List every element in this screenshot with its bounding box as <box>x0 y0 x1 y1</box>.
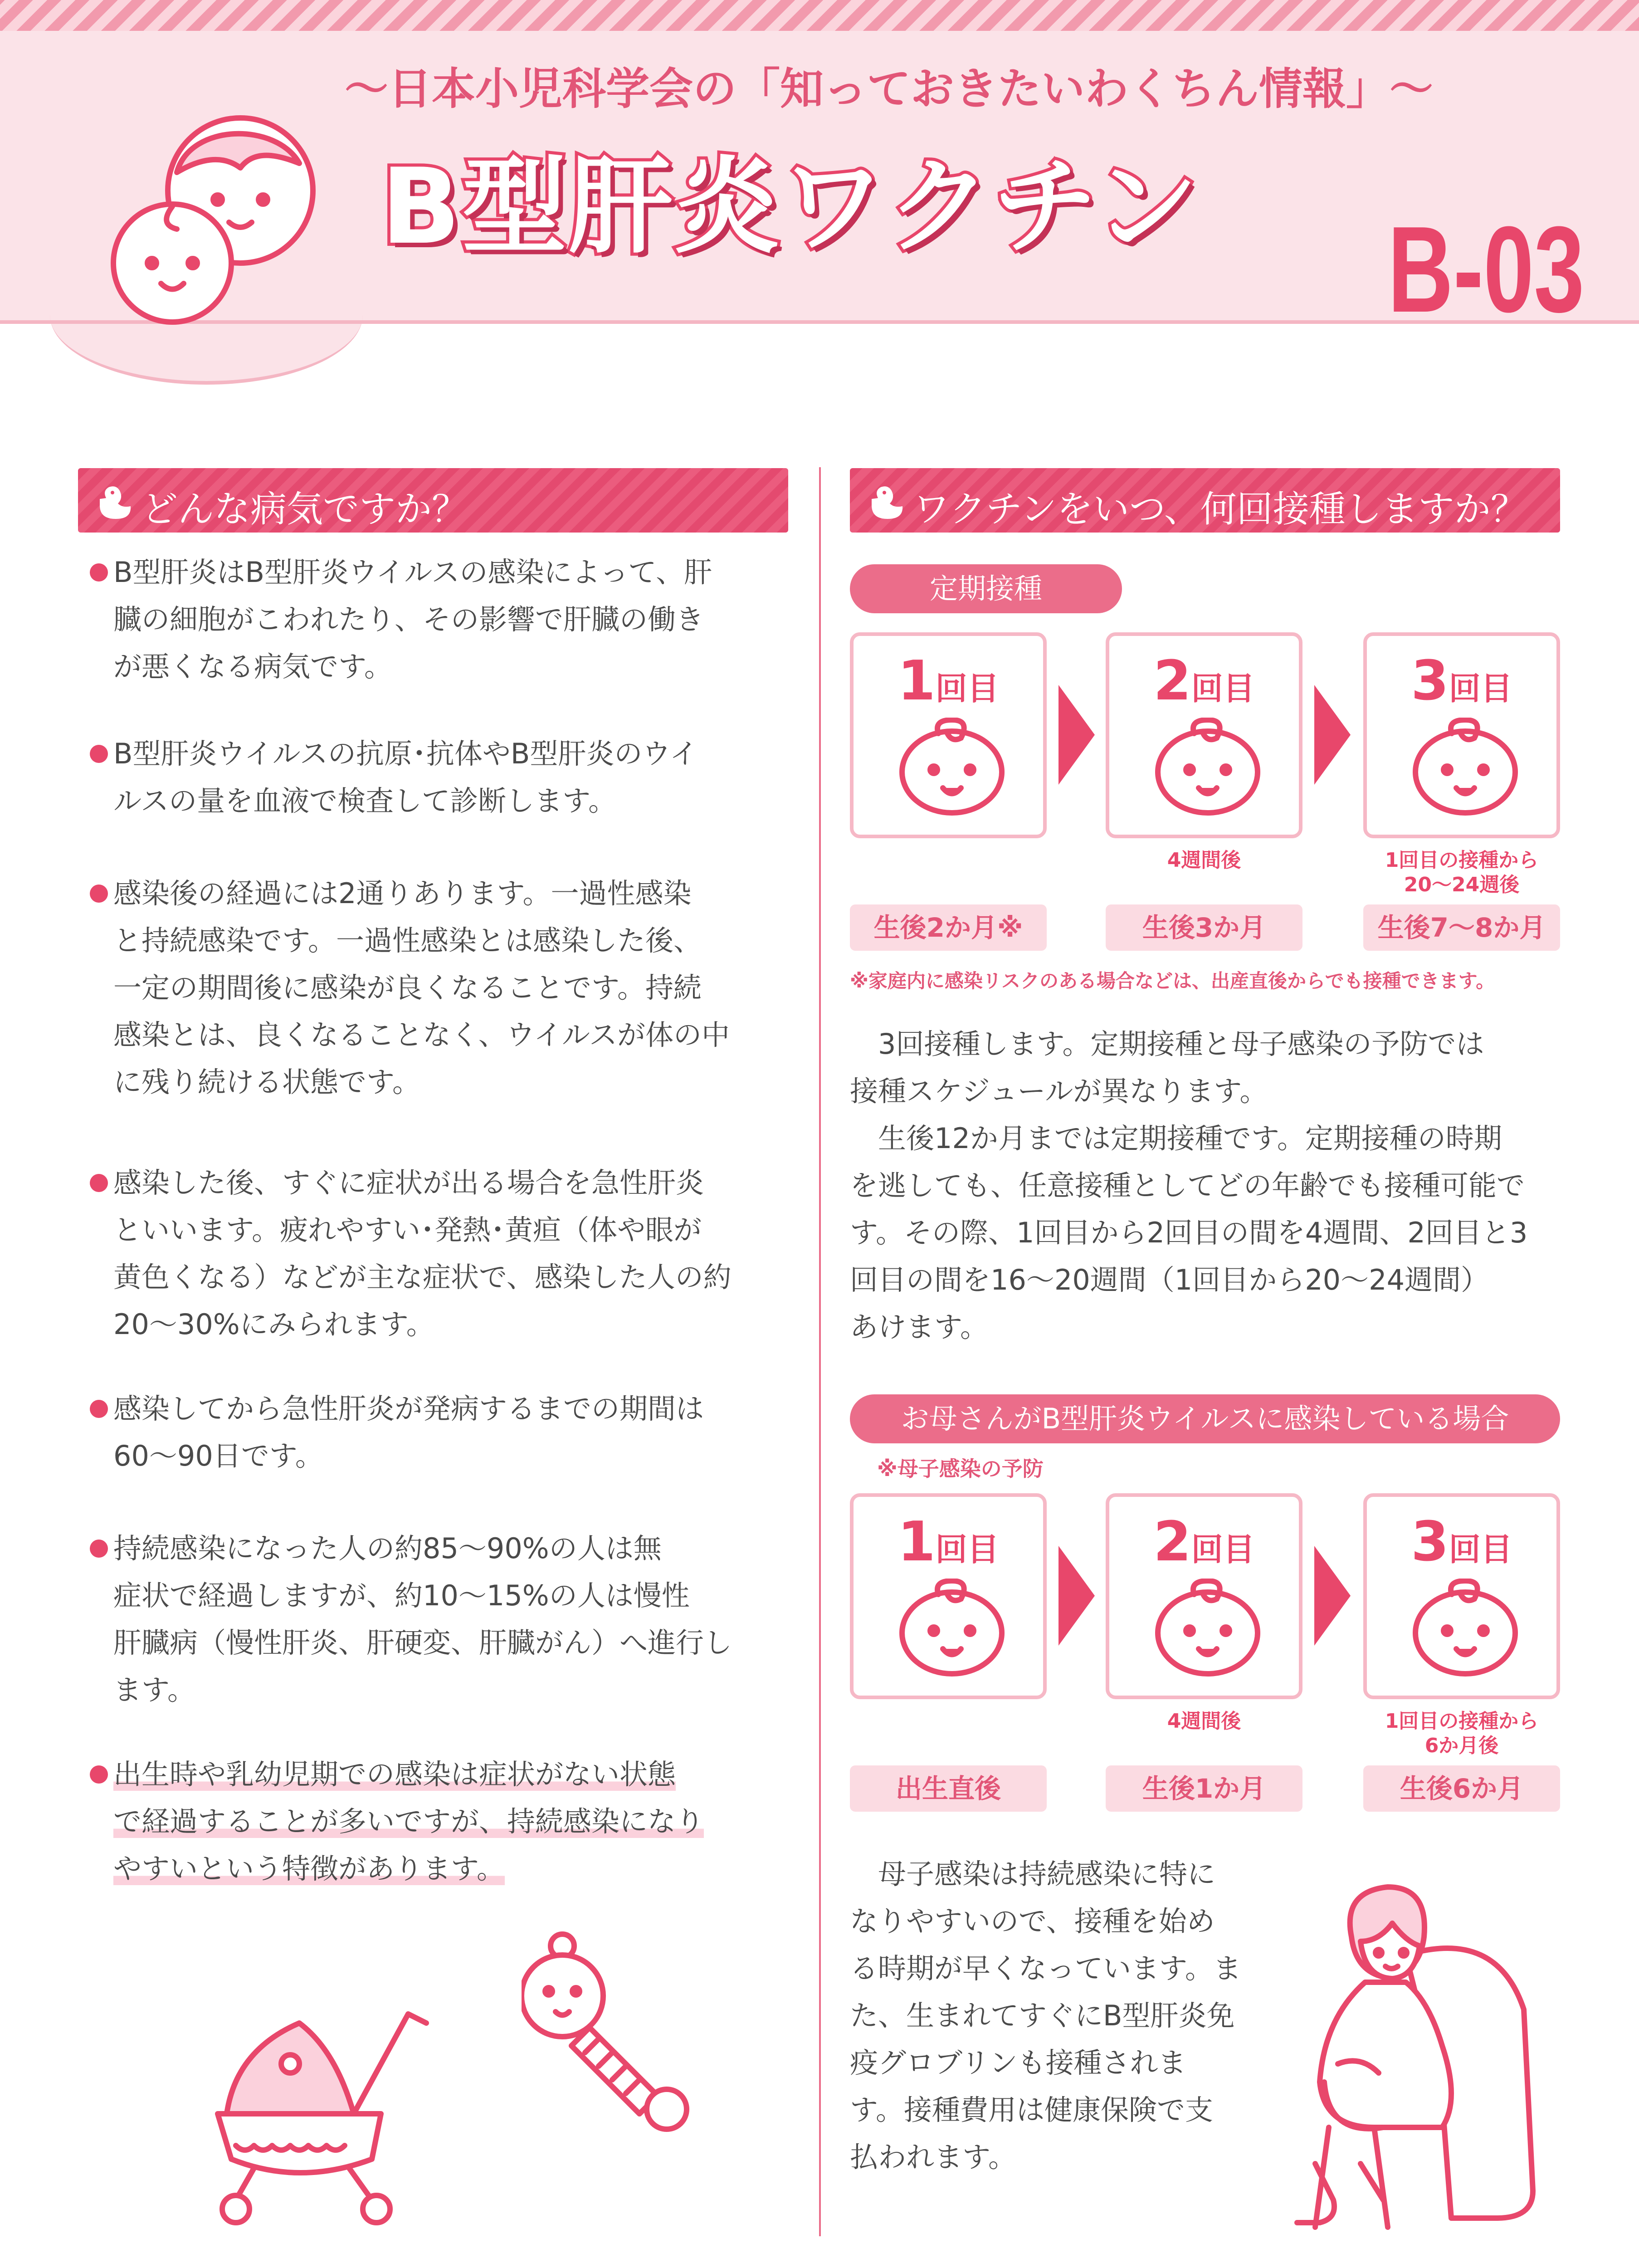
paragraph-line: 払われます。 <box>850 2141 1017 2174</box>
dose-box <box>850 1493 1047 1699</box>
dose-unit: 回目 <box>1449 1531 1512 1568</box>
arrow-icon <box>1059 685 1095 785</box>
bullet-item <box>113 549 794 690</box>
bullet-dot <box>90 745 108 763</box>
paragraph-line: 疫グロブリンも接種されま <box>850 2046 1186 2079</box>
bullet-item <box>113 1525 794 1714</box>
bullet-line: 感染した後、すぐに症状が出る場合を急性肝炎 <box>113 1166 704 1199</box>
bullet-line: ます。 <box>113 1673 196 1706</box>
dose-age: 生後7〜8か月 <box>1363 904 1560 951</box>
dose-interval: 4週間後 <box>1167 1710 1241 1733</box>
dose-age: 生後2か月※ <box>850 904 1047 951</box>
dose-box <box>1106 632 1302 838</box>
dose-unit: 回目 <box>935 670 999 707</box>
baby-face-icon <box>898 1579 1006 1678</box>
mother-infected-label: お母さんがB型肝炎ウイルスに感染している場合 <box>850 1394 1560 1443</box>
bullet-dot <box>90 1540 108 1558</box>
bullet-line: が悪くなる病気です。 <box>113 650 393 683</box>
dose-box <box>850 632 1047 838</box>
dose-age: 生後1か月 <box>1106 1765 1302 1812</box>
bullet-item <box>113 730 794 825</box>
bullet-line: 一定の期間後に感染が良くなることです。持続 <box>113 971 702 1004</box>
arrow-icon <box>1059 1546 1095 1646</box>
bullet-line: 症状で経過しますが、約10〜15%の人は慢性 <box>113 1579 690 1612</box>
paragraph-line: る時期が早くなっています。ま <box>850 1952 1242 1985</box>
paragraph-line: た、生まれてすぐにB型肝炎免 <box>850 1999 1235 2032</box>
paragraph-line: 母子感染は持続感染に特に <box>850 1857 1216 1891</box>
mother-paragraph <box>850 1851 1285 2181</box>
column-divider <box>819 467 821 2236</box>
bullet-line: 20〜30%にみられます。 <box>113 1308 434 1341</box>
bullet-line: B型肝炎ウイルスの抗原･抗体やB型肝炎のウイ <box>113 737 698 770</box>
paragraph-line: す。接種費用は健康保険で支 <box>850 2093 1214 2126</box>
bullet-line: 肝臓病（慢性肝炎、肝硬変、肝臓がん）へ進行し <box>113 1626 732 1659</box>
paragraph-line: を逃しても、任意接種としてどの年齢でも接種可能で <box>850 1169 1525 1202</box>
dose-interval: 4週間後 <box>1167 849 1241 872</box>
bullet-line: で経過することが多いですが、持続感染になり <box>113 1805 704 1838</box>
bullet-item <box>113 1385 794 1480</box>
section-heading-text: どんな病気ですか？ <box>141 488 468 530</box>
dose-interval: 1回目の接種から 20〜24週後 <box>1385 849 1539 896</box>
page-title: B型肝炎ワクチン <box>381 147 1200 268</box>
pregnant-mother-illustration <box>1270 1873 1560 2245</box>
bullet-line: 黄色くなる）などが主な症状で、感染した人の約 <box>113 1261 732 1294</box>
dose-age: 生後6か月 <box>1363 1765 1560 1812</box>
section-heading-schedule <box>850 468 1560 533</box>
paragraph-line: なりやすいので、接種を始め <box>850 1905 1215 1938</box>
stroller-illustration <box>200 1996 463 2232</box>
header-subtitle: 〜日本小児科学会の「知っておきたいわくちん情報」〜 <box>345 64 1433 114</box>
bullet-item <box>113 870 794 1106</box>
duck-icon <box>863 478 908 523</box>
bullet-item-highlighted <box>113 1751 794 1892</box>
bullet-dot <box>90 1765 108 1784</box>
dose-interval: 1回目の接種から 6か月後 <box>1385 1710 1539 1757</box>
dose-unit: 回目 <box>935 1531 999 1568</box>
bullet-line: 感染後の経過には2通りあります。一過性感染 <box>113 877 692 910</box>
bullet-line: に残り続ける状態です。 <box>113 1066 421 1099</box>
baby-face-icon <box>1153 1579 1262 1678</box>
footnote: ※家庭内に感染リスクのある場合などは、出産直後からでも接種できます。 <box>850 970 1495 992</box>
dose-number: 1 <box>898 650 936 713</box>
paragraph-line: 接種スケジュールが異なります。 <box>850 1075 1268 1108</box>
bullet-line: 感染してから急性肝炎が発病するまでの期間は <box>113 1392 704 1425</box>
dose-age: 出生直後 <box>850 1765 1047 1812</box>
dose-unit: 回目 <box>1449 670 1512 707</box>
bullet-line: 感染とは、良くなることなく、ウイルスが体の中 <box>113 1018 730 1051</box>
regular-schedule-label: 定期接種 <box>850 564 1122 613</box>
rattle-illustration <box>522 1928 703 2136</box>
bullet-line: と持続感染です。一過性感染とは感染した後、 <box>113 924 702 957</box>
dose-age: 生後3か月 <box>1106 904 1302 951</box>
bullet-dot <box>90 1400 108 1418</box>
schedule-paragraph <box>850 1021 1557 1351</box>
duck-icon <box>91 478 136 523</box>
bullet-line: やすいという特徴があります。 <box>113 1852 505 1885</box>
paragraph-line: 3回接種します。定期接種と母子感染の予防では <box>850 1027 1484 1061</box>
dose-number: 3 <box>1411 650 1449 713</box>
dose-unit: 回目 <box>1191 670 1255 707</box>
baby-face-icon <box>1411 1579 1520 1678</box>
bullet-line: ルスの量を血液で検査して診断します。 <box>113 784 617 817</box>
mother-baby-illustration <box>104 113 349 331</box>
bullet-dot <box>90 1174 108 1192</box>
baby-face-icon <box>1411 718 1520 817</box>
arrow-icon <box>1314 1546 1351 1646</box>
bullet-line: 持続感染になった人の約85〜90%の人は無 <box>113 1532 662 1565</box>
dose-number: 2 <box>1153 650 1191 713</box>
paragraph-line: す。その際、1回目から2回目の間を4週間、2回目と3 <box>850 1216 1528 1249</box>
mother-note: ※母子感染の予防 <box>877 1457 1044 1481</box>
dose-box <box>1363 632 1560 838</box>
paragraph-line: 回目の間を16〜20週間（1回目から20〜24週間） <box>850 1263 1489 1296</box>
dose-box <box>1106 1493 1302 1699</box>
bullet-dot <box>90 563 108 582</box>
bullet-line: といいます。疲れやすい･発熱･黄疸（体や眼が <box>113 1213 702 1246</box>
bullet-line: B型肝炎はB型肝炎ウイルスの感染によって、肝 <box>113 556 712 589</box>
bullet-dot <box>90 885 108 903</box>
section-heading-disease <box>78 468 788 533</box>
baby-face-icon <box>1153 718 1262 817</box>
document-code: B-03 <box>1388 201 1585 338</box>
section-heading-text: ワクチンをいつ、何回接種しますか？ <box>913 488 1527 530</box>
bullet-line: 出生時や乳幼児期での感染は症状がない状態 <box>113 1758 676 1791</box>
bullet-line: 臓の細胞がこわれたり、その影響で肝臓の働き <box>113 603 704 636</box>
paragraph-line: 生後12か月までは定期接種です。定期接種の時期 <box>850 1122 1502 1155</box>
arrow-icon <box>1314 685 1351 785</box>
dose-number: 2 <box>1153 1510 1191 1574</box>
header-stripes <box>0 0 1639 31</box>
bullet-line: 60〜90日です。 <box>113 1439 323 1472</box>
dose-number: 1 <box>898 1510 936 1574</box>
baby-face-icon <box>898 718 1006 817</box>
dose-unit: 回目 <box>1191 1531 1255 1568</box>
paragraph-line: あけます。 <box>850 1310 989 1344</box>
dose-box <box>1363 1493 1560 1699</box>
dose-number: 3 <box>1411 1510 1449 1574</box>
bullet-item <box>113 1159 794 1348</box>
